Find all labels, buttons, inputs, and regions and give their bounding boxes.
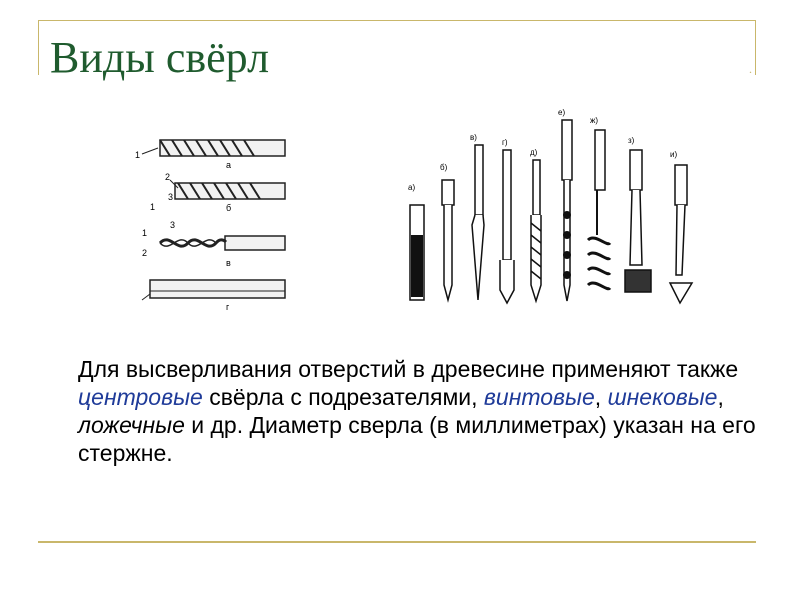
drill-i: [670, 150, 692, 303]
drill-e: [558, 108, 572, 301]
label-a: а: [226, 160, 232, 170]
term-shnekovye: шнековые: [607, 384, 718, 410]
drill-label-z: з): [628, 136, 635, 145]
paragraph-part1: Для высверливания отверстий в древесине применяют также: [78, 356, 739, 382]
label-b: б: [226, 203, 232, 213]
slide-marker: .: [749, 62, 752, 76]
callout-3-b: 3: [168, 192, 174, 202]
frame-top-line: [38, 20, 756, 21]
drill-v: [470, 133, 484, 300]
drill-label-i: и): [670, 150, 678, 159]
term-lozhechnye: ложечные: [78, 412, 185, 438]
paragraph-part2: свёрла с подрезателями,: [202, 384, 484, 410]
drill-b: [440, 163, 454, 300]
twist-drills-figure: [130, 128, 300, 318]
label-v: в: [226, 258, 231, 268]
drill-label-zh: ж): [590, 116, 599, 125]
callout-3-v: 3: [170, 220, 176, 230]
twist-drill-b: [150, 172, 285, 213]
drill-a: [408, 183, 424, 300]
drill-g: [500, 138, 514, 303]
twist-drill-a: [135, 140, 285, 170]
frame-bottom-line: [38, 541, 756, 543]
twist-drill-g: [142, 280, 285, 312]
drill-d: [530, 148, 541, 301]
drill-label-b: б): [440, 163, 448, 172]
drill-label-v: в): [470, 133, 477, 142]
description-paragraph: [78, 355, 768, 467]
drill-label-e: е): [558, 108, 566, 117]
drill-label-a: а): [408, 183, 416, 192]
twist-drill-v: [142, 220, 285, 268]
paragraph-part3: и др. Диаметр сверла (в миллиметрах) указан на его стержне.: [78, 412, 756, 466]
callout-2-v: 2: [142, 248, 148, 258]
callout-1-v: 1: [142, 228, 148, 238]
callout-2-b: 2: [165, 172, 171, 182]
callout-1-b: 1: [150, 202, 156, 212]
paragraph-sep2: ,: [717, 384, 724, 410]
frame-right-line: [755, 20, 756, 75]
frame-left-line: [38, 20, 39, 75]
drill-z: [625, 136, 651, 292]
term-vintovye: винтовые: [483, 384, 595, 410]
term-centrovye: центровые: [78, 384, 203, 410]
slide-title: Виды свёрл: [50, 33, 270, 82]
callout-1-a: 1: [135, 150, 141, 160]
drill-zh: [588, 116, 610, 289]
drill-label-g: г): [502, 138, 508, 147]
label-g: г: [226, 302, 230, 312]
drill-label-d: д): [530, 148, 538, 157]
paragraph-sep1: ,: [594, 384, 608, 410]
wood-drills-figure: [400, 105, 700, 315]
